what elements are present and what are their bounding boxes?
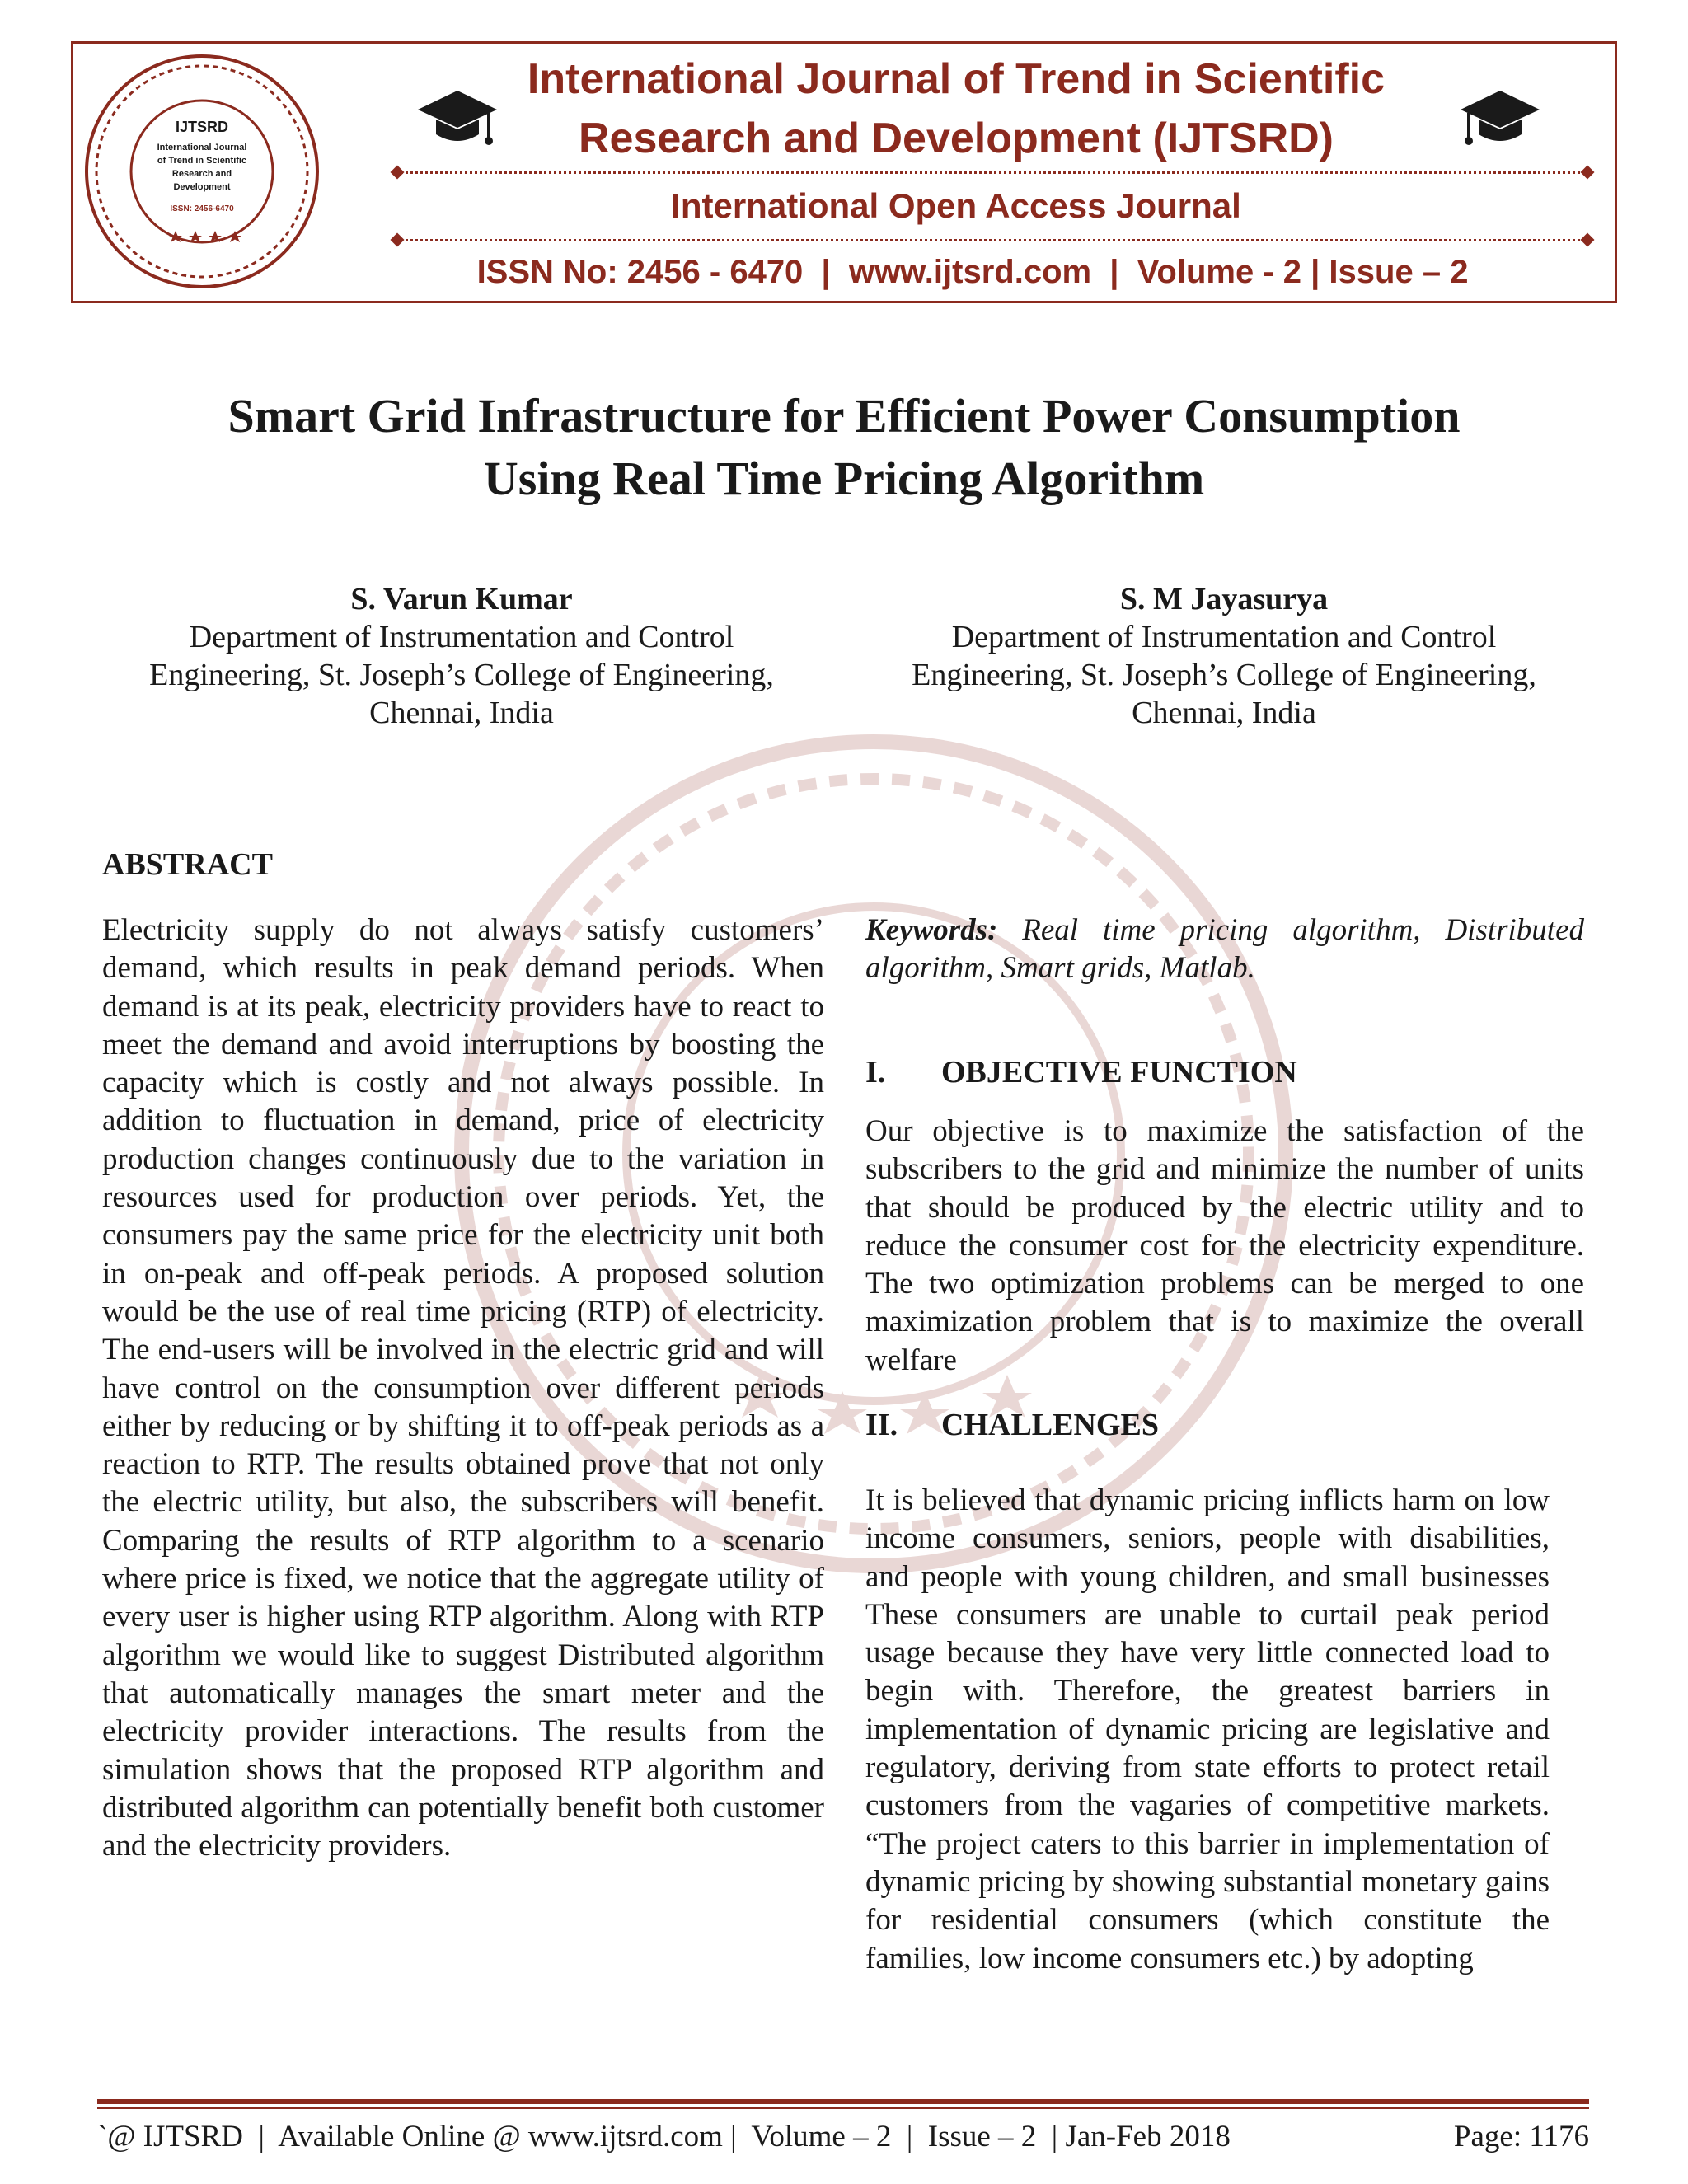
author-name: S. M Jayasurya [1119,582,1329,616]
abstract-text: Electricity supply do not always satisfy customers’ demand, which results in peak demand periods. When demand is at its peak, electricity providers have to react to meet the demand and avoid interruptions by boosting the capacity which is costly and not always possible. In addition to fluctuation in demand, price of electricity production changes continuously due to the variation in resources used for production over periods. Yet, the consumers pay the same price for the electricity unit both in on-peak and off-peak periods. A proposed solution would be the use of real time pricing (RTP) of electricity. The end-users will be involved in the electric grid and will have control on the consumption over different periods either by reducing or by shifting it to off-peak periods as a reaction to RTP. The results obtained prove that not only the electric utility, but also, the subscribers will benefit. Comparing the results of RTP algorithm to a scenario where price is fixed, we notice that the aggregate utility of every user is higher using RTP algorithm. Along with RTP algorithm we would like to suggest Distributed algorithm that automatically manages the smart meter and the electricity provider interactions. The results from the simulation shows that the proposed RTP algorithm and distributed algorithm can potentially benefit both customer and the electricity providers. [102,913,824,1863]
paper-title-line1: Smart Grid Infrastructure for Efficient Power Consumption [227,389,1461,443]
section-number: I. [865,1055,886,1090]
svg-text:IJTSRD: IJTSRD [175,119,229,135]
paper-title-line2: Using Real Time Pricing Algorithm [483,452,1205,505]
svg-text:Development: Development [173,182,231,192]
svg-text:International Journal: International Journal [157,143,247,152]
footer-citation: `@ IJTSRD | Available Online @ www.ijtsrd.com | Volume – 2 | Issue – 2 | Jan-Feb 2018 [97,2120,1231,2154]
author-affiliation: Department of Instrumentation and Control [951,620,1497,654]
graduation-cap-icon-right [1459,87,1541,152]
author-block-2 [878,580,1570,732]
section-text: It is believed that dynamic pricing inflicts harm on low income consumers, seniors, people with disabilities, and people with young children, and small businesses These consumers are unable to curtail peak period usage because they have very little connected load to begin with. Therefore, the greatest barriers in implementation of dynamic pricing are legislative and regulatory, deriving from state efforts to protect retail customers from the vagaries of competitive markets. “The project caters to this barrier in implementation of dynamic pricing by showing substantial monetary gains for residential consumers (which constitute the families, low income consumers etc.) by adopting [865,1483,1550,1975]
keywords-label: Keywords: [865,913,998,947]
section-2-body [865,1482,1550,1978]
abstract-heading: ABSTRACT [102,847,273,882]
open-access-label: International Open Access Journal [671,186,1241,225]
svg-text:of Trend in Scientific: of Trend in Scientific [157,156,247,166]
section-title: OBJECTIVE FUNCTION [941,1055,1297,1090]
author-name: S. Varun Kumar [350,582,573,616]
journal-title-line2: Research and Development (IJTSRD) [578,115,1334,162]
keywords-text: Real time pricing algorithm, Distributed algorithm, Smart grids, Matlab. [865,913,1585,986]
author-affiliation: Engineering, St. Joseph’s College of Engineering, [912,658,1536,692]
author-affiliation: Chennai, India [1132,696,1316,730]
journal-title-line1: International Journal of Trend in Scientific [527,55,1386,103]
section-number: II. [865,1408,898,1442]
keywords-block [865,912,1584,988]
journal-seal-logo [78,48,326,295]
svg-text:ISSN: 2456-6470: ISSN: 2456-6470 [170,204,234,213]
footer-rule [97,2099,1589,2104]
footer-rule-thin [97,2107,1589,2109]
issn-volume-line: ISSN No: 2456 - 6470 | www.ijtsrd.com | Volume - 2 | Issue – 2 [476,254,1469,290]
header-dotted-rule-top [400,171,1587,174]
section-1-heading [865,1053,1297,1091]
page-number: Page: 1176 [1453,2120,1589,2154]
svg-text:Research and: Research and [171,169,232,179]
author-affiliation: Department of Instrumentation and Control [189,620,734,654]
section-2-heading [865,1406,1159,1444]
section-text: Our objective is to maximize the satisfaction of the subscribers to the grid and minimize the number of units that should be produced by the electric utility and to reduce the consumer cost for the electricity expenditure. The two optimization problems can be merged to one maximization problem that is to maximize the overall welfare [865,1114,1584,1377]
author-block-1 [115,580,808,732]
header-dotted-rule-bottom [400,239,1587,241]
section-1-body [865,1113,1584,1380]
section-title: CHALLENGES [941,1408,1159,1442]
author-affiliation: Engineering, St. Joseph’s College of Engineering, [149,658,774,692]
abstract-body [102,912,824,1865]
author-affiliation: Chennai, India [369,696,554,730]
